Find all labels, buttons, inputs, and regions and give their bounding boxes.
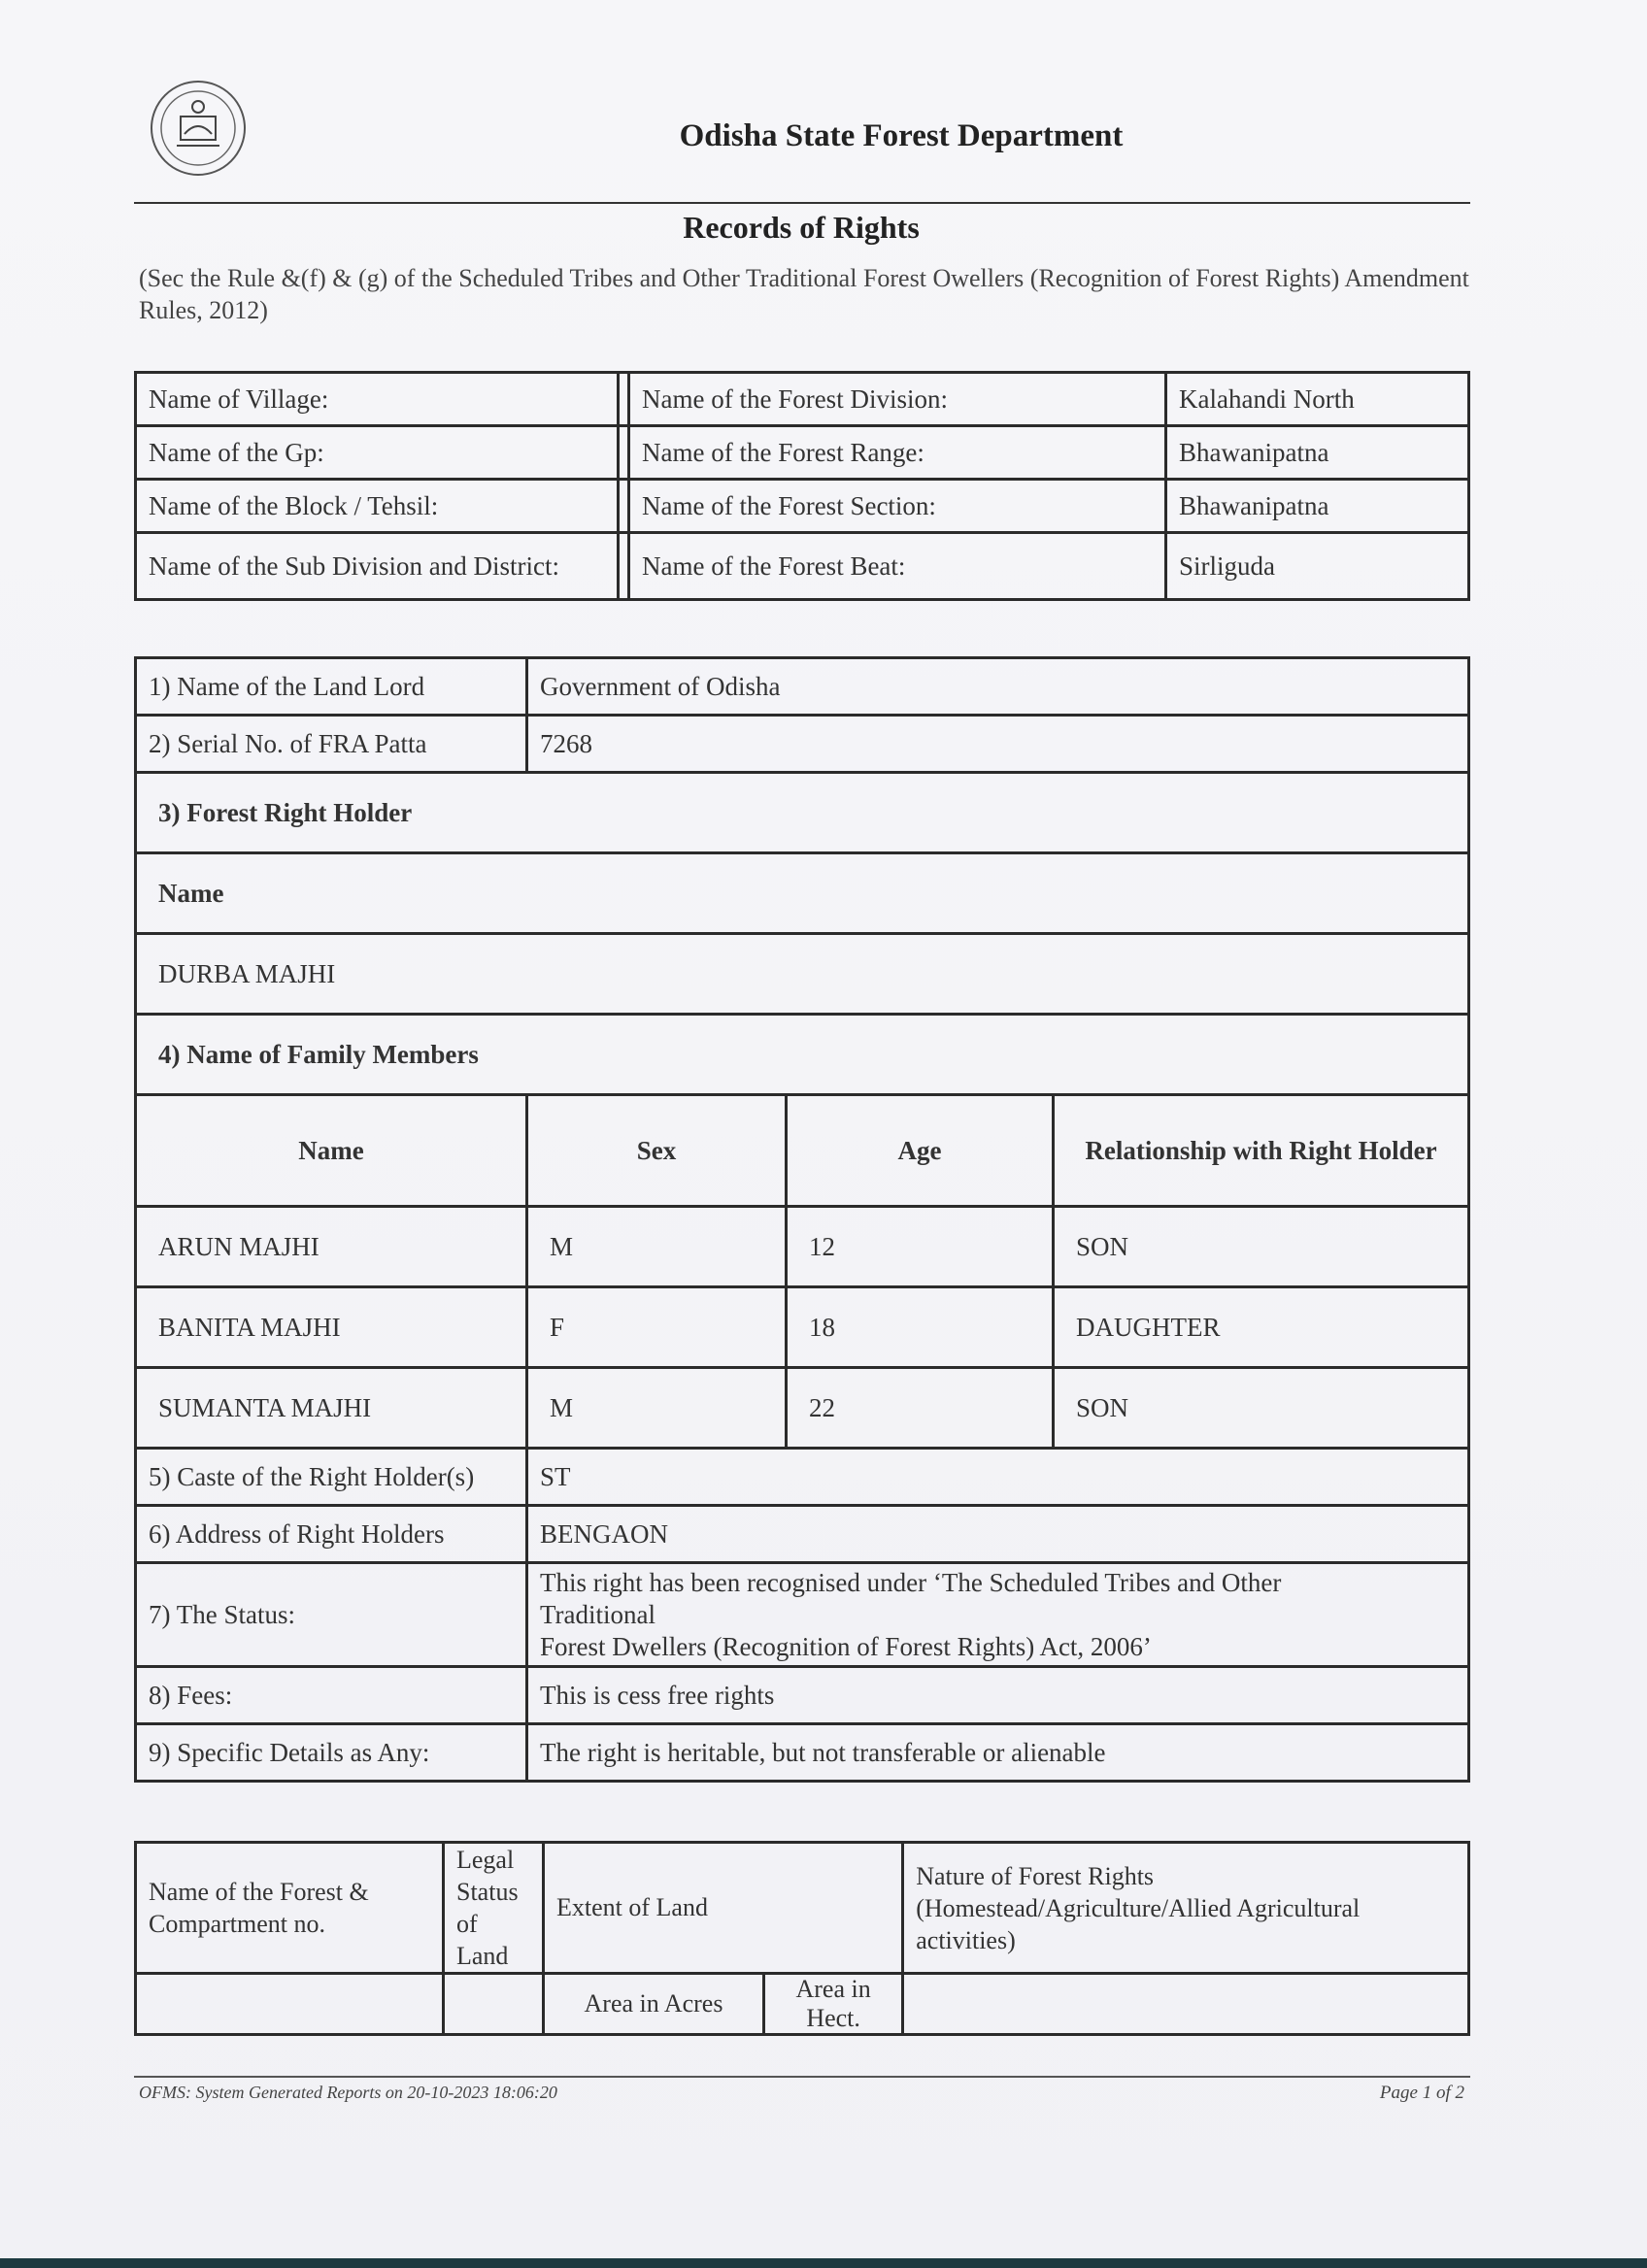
empty-cell: [619, 480, 629, 533]
family-col-relation: Relationship with Right Holder: [1054, 1095, 1469, 1207]
footer-divider: [134, 2076, 1470, 2078]
family-member-name: BANITA MAJHI: [136, 1287, 527, 1368]
division-value: Kalahandi North: [1166, 373, 1469, 426]
table-row: [136, 853, 1469, 934]
family-member-sex: M: [527, 1207, 787, 1287]
legal-status-header: Legal Status of Land: [444, 1843, 544, 1974]
address-label: 6) Address of Right Holders: [136, 1506, 527, 1563]
empty-cell: [619, 426, 629, 480]
family-member-relation: SON: [1054, 1368, 1469, 1449]
serial-value: 7268: [527, 716, 1469, 773]
division-label: Name of the Forest Division:: [629, 373, 1166, 426]
table-row: [136, 658, 1469, 716]
family-member-relation: DAUGHTER: [1054, 1287, 1469, 1368]
table-row: [136, 480, 1469, 533]
rights-table: [134, 656, 1470, 1783]
forest-compartment-header: Name of the Forest & Compartment no.: [136, 1843, 444, 1974]
holder-heading: 3) Forest Right Holder: [136, 773, 1469, 853]
table-row: [136, 426, 1469, 480]
status-line-1: This right has been recognised under ‘The Scheduled Tribes and Other Traditional: [540, 1567, 1282, 1629]
nature-header: Nature of Forest Rights (Homestead/Agriculture/Allied Agricultural activities): [903, 1843, 1469, 1974]
subdivision-label: Name of the Sub Division and District:: [136, 533, 619, 600]
table-row: [136, 373, 1469, 426]
fees-value: This is cess free rights: [527, 1667, 1469, 1724]
empty-cell: [136, 1974, 444, 2035]
table-row: [136, 1095, 1469, 1207]
document-title: Records of Rights: [683, 210, 920, 245]
table-row: [136, 1207, 1469, 1287]
empty-cell: [444, 1974, 544, 2035]
table-row: [136, 773, 1469, 853]
family-heading: 4) Name of Family Members: [136, 1015, 1469, 1095]
village-label: Name of Village:: [136, 373, 619, 426]
empty-cell: [903, 1974, 1469, 2035]
scan-edge: [0, 2258, 1647, 2268]
family-member-name: ARUN MAJHI: [136, 1207, 527, 1287]
beat-value: Sirliguda: [1166, 533, 1469, 600]
section-value: Bhawanipatna: [1166, 480, 1469, 533]
family-member-age: 18: [787, 1287, 1054, 1368]
table-row: [136, 1974, 1469, 2035]
family-col-age: Age: [787, 1095, 1054, 1207]
family-member-relation: SON: [1054, 1207, 1469, 1287]
area-acres-header: Area in Acres: [544, 1974, 764, 2035]
table-row: [136, 1449, 1469, 1506]
table-row: [136, 533, 1469, 600]
serial-label: 2) Serial No. of FRA Patta: [136, 716, 527, 773]
empty-cell: [619, 373, 629, 426]
landlord-label: 1) Name of the Land Lord: [136, 658, 527, 716]
caste-label: 5) Caste of the Right Holder(s): [136, 1449, 527, 1506]
table-row: [136, 1724, 1469, 1782]
specific-label: 9) Specific Details as Any:: [136, 1724, 527, 1782]
status-label: 7) The Status:: [136, 1563, 527, 1667]
family-member-sex: M: [527, 1368, 787, 1449]
name-heading: Name: [136, 853, 1469, 934]
address-value: BENGAON: [527, 1506, 1469, 1563]
land-table: [134, 1841, 1470, 2036]
table-row: [136, 1667, 1469, 1724]
table-row: [136, 1563, 1469, 1667]
beat-label: Name of the Forest Beat:: [629, 533, 1166, 600]
table-row: [136, 1843, 1469, 1974]
range-label: Name of the Forest Range:: [629, 426, 1166, 480]
family-col-sex: Sex: [527, 1095, 787, 1207]
table-row: [136, 1368, 1469, 1449]
family-col-name: Name: [136, 1095, 527, 1207]
family-member-age: 12: [787, 1207, 1054, 1287]
specific-value: The right is heritable, but not transferable or alienable: [527, 1724, 1469, 1782]
family-member-name: SUMANTA MAJHI: [136, 1368, 527, 1449]
table-row: [136, 716, 1469, 773]
status-value: [527, 1563, 1469, 1667]
header-divider: [134, 202, 1470, 204]
area-hect-header: Area in Hect.: [764, 1974, 903, 2035]
table-row: [136, 1287, 1469, 1368]
table-row: [136, 1015, 1469, 1095]
caste-value: ST: [527, 1449, 1469, 1506]
section-label: Name of the Forest Section:: [629, 480, 1166, 533]
family-member-sex: F: [527, 1287, 787, 1368]
holder-name: DURBA MAJHI: [136, 934, 1469, 1015]
organization-name: Odisha State Forest Department: [679, 118, 1124, 153]
location-table: [134, 371, 1470, 601]
extent-header: Extent of Land: [544, 1843, 903, 1974]
range-value: Bhawanipatna: [1166, 426, 1469, 480]
table-row: [136, 1506, 1469, 1563]
family-member-age: 22: [787, 1368, 1054, 1449]
gp-label: Name of the Gp:: [136, 426, 619, 480]
document-subtitle: (Sec the Rule &(f) & (g) of the Scheduled Tribes and Other Traditional Forest Owellers (Recognition of Forest Rights) Amendment Rules, 2012): [139, 264, 1469, 324]
fees-label: 8) Fees:: [136, 1667, 527, 1724]
footer-generated: OFMS: System Generated Reports on 20-10-2023 18:06:20: [139, 2083, 557, 2102]
landlord-value: Government of Odisha: [527, 658, 1469, 716]
footer-page-number: Page 1 of 2: [1379, 2083, 1464, 2103]
status-line-2: Forest Dwellers (Recognition of Forest Rights) Act, 2006’: [540, 1631, 1152, 1661]
table-row: [136, 934, 1469, 1015]
block-label: Name of the Block / Tehsil:: [136, 480, 619, 533]
empty-cell: [619, 533, 629, 600]
